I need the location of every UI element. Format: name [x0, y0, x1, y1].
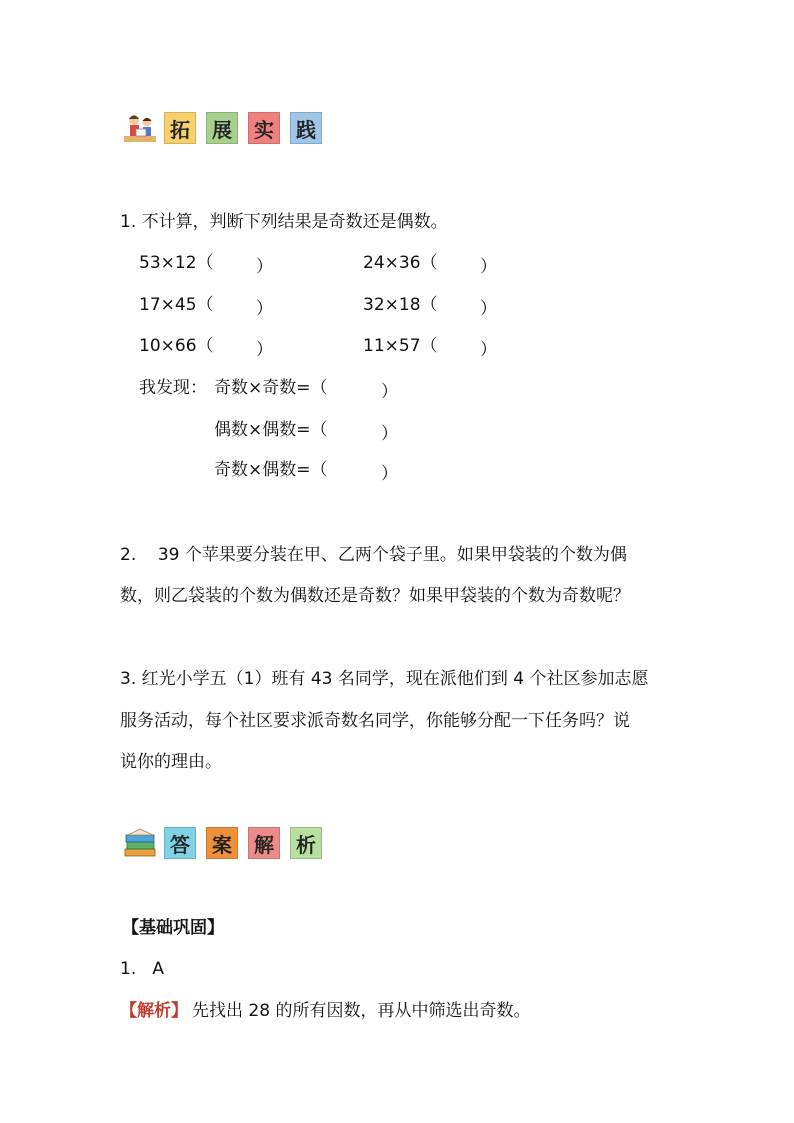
q1-item-1-close: ） [256, 257, 273, 277]
q1-discover-label: 我发现： [139, 378, 207, 398]
answer-char-2: 案 [206, 827, 238, 859]
q1-item-2-close: ） [480, 257, 497, 277]
q1-item-4-close: ） [480, 299, 497, 319]
q1-rule-3: 奇数×偶数=（ [214, 460, 328, 480]
q1-item-3: 17×45（ [139, 295, 214, 315]
title-char-2: 展 [206, 112, 238, 144]
q1-rule-1: 奇数×奇数=（ [214, 378, 328, 398]
q1-rule-2-close: ） [381, 424, 398, 444]
title-char-4: 践 [290, 112, 322, 144]
title-char-1: 拓 [164, 112, 196, 144]
q3-line-1: 3. 红光小学五（1）班有 43 名同学，现在派他们到 4 个社区参加志愿 [120, 669, 649, 689]
q1-item-3-close: ） [256, 299, 273, 319]
analysis-label: 【解析】 [120, 1001, 188, 1021]
q1-item-1: 53×12（ [139, 253, 214, 273]
q1-item-5-close: ） [256, 340, 273, 360]
q1-item-2: 24×36（ [363, 253, 438, 273]
answer-char-4: 析 [290, 827, 322, 859]
q2-line-2: 数，则乙袋装的个数为偶数还是奇数？如果甲袋装的个数为奇数呢？ [120, 586, 630, 606]
q3-line-2: 服务活动，每个社区要求派奇数名同学，你能够分配一下任务吗？说 [120, 711, 630, 731]
q1-rule-3-close: ） [381, 464, 398, 484]
q1-rule-2: 偶数×偶数=（ [214, 420, 328, 440]
answer-char-1: 答 [164, 827, 196, 859]
q2-line-1: 2. 39 个苹果要分装在甲、乙两个袋子里。如果甲袋装的个数为偶 [120, 545, 627, 565]
q1-rule-1-close: ） [381, 382, 398, 402]
reading-kids-icon [122, 110, 158, 146]
q3-line-3: 说你的理由。 [120, 752, 222, 772]
answer-char-3: 解 [248, 827, 280, 859]
section-header-extension [122, 108, 332, 148]
q1-item-4: 32×18（ [363, 295, 438, 315]
q1-prompt: 1. 不计算，判断下列结果是奇数还是偶数。 [120, 212, 448, 232]
q1-item-6: 11×57（ [363, 336, 438, 356]
books-icon [122, 825, 158, 861]
title-char-3: 实 [248, 112, 280, 144]
analysis-text: 先找出 28 的所有因数，再从中筛选出奇数。 [192, 1001, 531, 1021]
answer-1: 1. A [120, 959, 165, 979]
answers-heading: 【基础巩固】 [122, 918, 224, 938]
q1-item-5: 10×66（ [139, 336, 214, 356]
q1-item-6-close: ） [480, 340, 497, 360]
section-header-answers [122, 823, 332, 863]
